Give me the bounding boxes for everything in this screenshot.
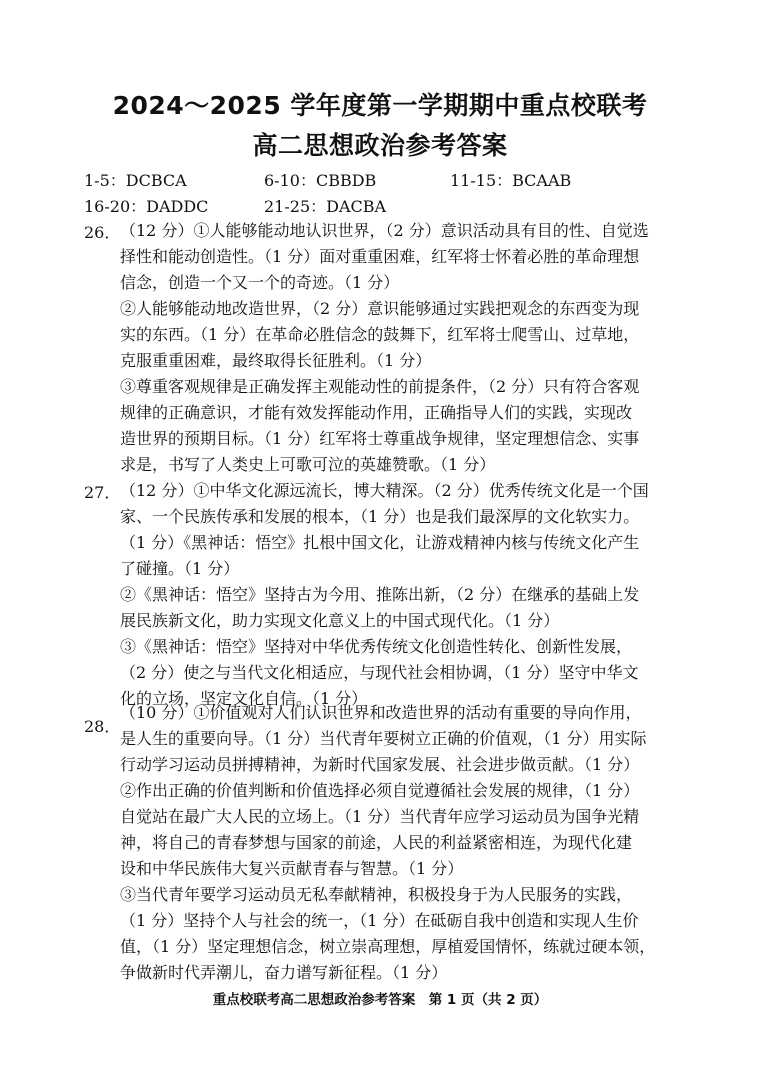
- answer-line: 了碰撞。（1 分）: [120, 559, 240, 578]
- document-subtitle: 高二思想政治参考答案: [252, 131, 508, 160]
- answer-line: 实的东西。（1 分）在革命必胜信念的鼓舞下，红军将士爬雪山、过草地，: [120, 325, 640, 344]
- document-title: 2024～2025 学年度第一学期期中重点校联考: [112, 91, 648, 120]
- answer-line: （1 分）坚持个人与社会的统一，（1 分）在砥砺自我中创造和实现人生价: [120, 911, 639, 930]
- answer-line: 家、一个民族传承和发展的根本，（1 分）也是我们最深厚的文化软实力。: [120, 507, 640, 526]
- answer-line: （1 分）《黑神话：悟空》扎根中国文化，让游戏精神内核与传统文化产生: [120, 533, 640, 552]
- mc-answer-group: 1-5：DCBCA: [84, 171, 187, 190]
- answer-line: 展民族新文化，助力实现文化意义上的中国式现代化。（1 分）: [120, 611, 560, 630]
- page-footer: 重点校联考高二思想政治参考答案 第 1 页（共 2 页）: [212, 992, 548, 1008]
- answer-line: ②人能够能动地改造世界，（2 分）意识能够通过实践把观念的东西变为现: [120, 299, 640, 318]
- answer-line: 设和中华民族伟大复兴贡献青春与智慧。（1 分）: [120, 859, 464, 878]
- answer-line: 行动学习运动员拼搏精神，为新时代国家发展、社会进步做贡献。（1 分）: [120, 755, 640, 774]
- answer-line: 克服重重困难，最终取得长征胜利。（1 分）: [120, 351, 432, 370]
- mc-answer-group: 6-10：CBBDB: [264, 171, 377, 190]
- answer-line: 神，将自己的青春梦想与国家的前途，人民的利益紧密相连，为现代化建: [120, 833, 633, 852]
- answer-line: 是人生的重要向导。（1 分）当代青年要树立正确的价值观，（1 分）用实际: [120, 729, 647, 748]
- answer-line: （12 分）①人能够能动地认识世界，（2 分）意识活动具有目的性、自觉选: [120, 221, 649, 240]
- answer-line: 造世界的预期目标。（1 分）红军将士尊重战争规律，坚定理想信念、实事: [120, 429, 640, 448]
- answer-line: 择性和能动创造性。（1 分）面对重重困难，红军将士怀着必胜的革命理想: [120, 247, 640, 266]
- mc-answer-group: 21-25：DACBA: [264, 197, 387, 216]
- answer-line: ②《黑神话：悟空》坚持古为今用、推陈出新，（2 分）在继承的基础上发: [120, 585, 640, 604]
- answer-line: ③尊重客观规律是正确发挥主观能动性的前提条件，（2 分）只有符合客观: [120, 377, 640, 396]
- question-number: 27．: [84, 483, 121, 502]
- answer-line: 求是，书写了人类史上可歌可泣的英雄赞歌。（1 分）: [120, 455, 496, 474]
- answer-line: （12 分）①中华文化源远流长，博大精深。（2 分）优秀传统文化是一个国: [120, 481, 649, 500]
- answer-line: 信念，创造一个又一个的奇迹。（1 分）: [120, 273, 400, 292]
- mc-answer-group: 16-20：DADDC: [84, 197, 209, 216]
- question-number: 28．: [84, 717, 121, 736]
- question-number: 26．: [84, 223, 121, 242]
- answer-line: （2 分）使之与当代文化相适应，与现代社会相协调，（1 分）坚守中华文: [120, 663, 639, 682]
- answer-line: 规律的正确意识，才能有效发挥能动作用，正确指导人们的实践，实现改: [120, 403, 633, 422]
- mc-answer-group: 11-15：BCAAB: [450, 171, 572, 190]
- answer-line: ③当代青年要学习运动员无私奉献精神，积极投身于为人民服务的实践，: [120, 885, 633, 904]
- answer-line: 化的立场，坚定文化自信。（1 分）: [120, 689, 368, 708]
- answer-line: 自觉站在最广大人民的立场上。（1 分）当代青年应学习运动员为国争光精: [120, 807, 640, 826]
- answer-line: 值，（1 分）坚定理想信念，树立崇高理想，厚植爱国情怀，练就过硬本领，: [120, 937, 656, 956]
- answer-line: ③《黑神话：悟空》坚持对中华优秀传统文化创造性转化、创新性发展，: [120, 637, 633, 656]
- answer-line: 争做新时代弄潮儿，奋力谱写新征程。（1 分）: [120, 963, 448, 982]
- answer-line: （10 分）①价值观对人们认识世界和改造世界的活动有重要的导向作用，: [120, 703, 642, 722]
- answer-line: ②作出正确的价值判断和价值选择必须自觉遵循社会发展的规律，（1 分）: [120, 781, 640, 800]
